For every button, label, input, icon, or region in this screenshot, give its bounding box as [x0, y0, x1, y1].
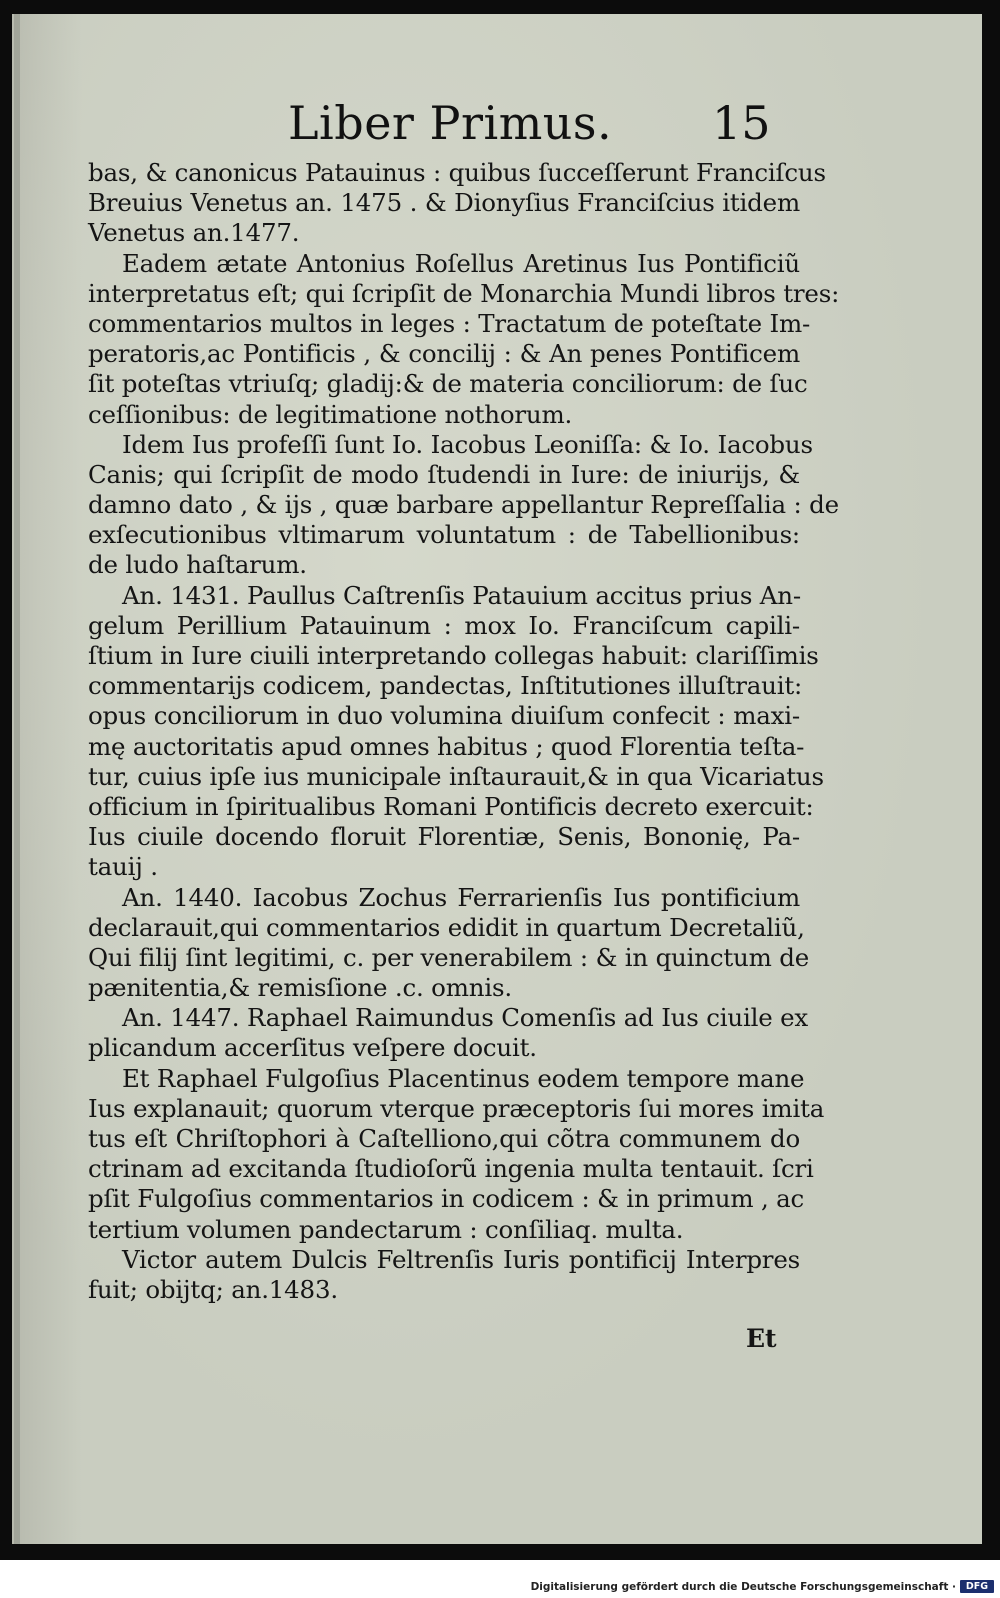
text-line: Ius ciuile docendo floruit Florentiæ, Senis, Bononię, Pa- — [88, 822, 800, 852]
text-line: fuit; obijtq; an.1483. — [88, 1274, 338, 1304]
funding-credit: Digitalisierung gefördert durch die Deutsche Forschungsgemeinschaft · — [530, 1581, 956, 1593]
text-line: Victor autem Dulcis Feltrenſis Iuris pontificij Interpres — [122, 1244, 800, 1274]
text-line: gelum Perillium Patauinum : mox Io. Franciſcum capili- — [88, 610, 800, 640]
text-line: Canis; qui ſcripſit de modo ſtudendi in Iure: de iniurijs, & — [88, 459, 800, 489]
text-line: Qui filij ſint legitimi, c. per venerabilem : & in quinctum de — [88, 942, 809, 972]
text-line: declarauit,qui commentarios edidit in quartum Decretaliũ, — [88, 912, 805, 942]
text-line: Et Raphael Fulgoſius Placentinus eodem tempore mane — [122, 1063, 805, 1093]
catchword: Et — [746, 1324, 777, 1353]
text-line: An. 1440. Iacobus Zochus Ferrarienſis Ius pontificium — [122, 882, 800, 912]
running-head — [0, 96, 1000, 156]
running-title: Liber Primus. — [288, 96, 613, 150]
text-line: ctrinam ad excitanda ſtudioſorũ ingenia multa tentauit. ſcri — [88, 1154, 814, 1184]
text-line: tur, cuius ipſe ius municipale inſtaurauit,& in qua Vicariatus — [88, 761, 824, 791]
text-line: Eadem ætate Antonius Roſellus Aretinus Ius Pontificiũ — [122, 248, 800, 278]
text-line: damno dato , & ijs , quæ barbare appellantur Repreſſalia : de — [88, 490, 839, 520]
text-line: An. 1431. Paullus Caſtrenſis Patauium accitus prius An- — [122, 580, 801, 610]
text-line: bas, & canonicus Patauinus : quibus ſucceſſerunt Franciſcus — [88, 158, 826, 187]
text-line: An. 1447. Raphael Raimundus Comenſis ad Ius ciuile ex — [122, 1003, 809, 1033]
text-line: tauij . — [88, 852, 158, 882]
page-gutter-shadow — [14, 14, 20, 1544]
text-line: Venetus an.1477. — [88, 218, 300, 248]
text-line: ceſſionibus: de legitimatione nothorum. — [88, 399, 573, 429]
text-line: mę auctoritatis apud omnes habitus ; quod Florentia teſta- — [88, 731, 805, 761]
text-line: officium in ſpiritualibus Romani Pontificis decreto exercuit: — [88, 791, 814, 821]
text-line: commentarijs codicem, pandectas, Inſtitutiones illuſtrauit: — [88, 671, 803, 701]
text-line: Breuius Venetus an. 1475 . & Dionyſius Franciſcius itidem — [88, 188, 800, 218]
page-number: 15 — [712, 96, 771, 150]
text-line: Idem Ius profeſſi ſunt Io. Iacobus Leoniſſa: & Io. Iacobus — [122, 429, 813, 459]
text-line: exſecutionibus vltimarum voluntatum : de Tabellionibus: — [88, 520, 800, 550]
text-line: peratoris,ac Pontificis , & concilij : & An penes Pontificem — [88, 339, 800, 369]
body-text — [88, 158, 840, 1305]
dfg-logo-icon: DFG — [960, 1580, 994, 1593]
digitization-footer — [0, 1578, 1000, 1596]
text-line: de ludo haſtarum. — [88, 550, 307, 580]
text-line: ſtium in Iure ciuili interpretando collegas habuit: clariſſimis — [88, 641, 819, 670]
text-line: interpretatus eſt; qui ſcripſit de Monarchia Mundi libros tres: — [88, 278, 840, 308]
text-line: pſit Fulgoſius commentarios in codicem : & in primum , ac — [88, 1184, 805, 1214]
text-line: pænitentia,& remisſione .c. omnis. — [88, 973, 512, 1003]
text-line: opus conciliorum in duo volumina diuiſum confecit : maxi- — [88, 701, 800, 731]
text-line: tertium volumen pandectarum : conſiliaq. multa. — [88, 1214, 684, 1244]
text-line: tus eſt Chriſtophori à Caſtelliono,qui cõtra communem do — [88, 1124, 800, 1153]
text-line: commentarios multos in leges : Tractatum de poteſtate Im- — [88, 308, 811, 338]
text-line: plicandum accerſitus veſpere docuit. — [88, 1033, 537, 1063]
text-line: Ius explanauit; quorum vterque præceptoris ſui mores imita — [88, 1093, 825, 1123]
text-line: ſit poteſtas vtriuſq; gladij:& de materia conciliorum: de ſuc — [88, 369, 808, 399]
